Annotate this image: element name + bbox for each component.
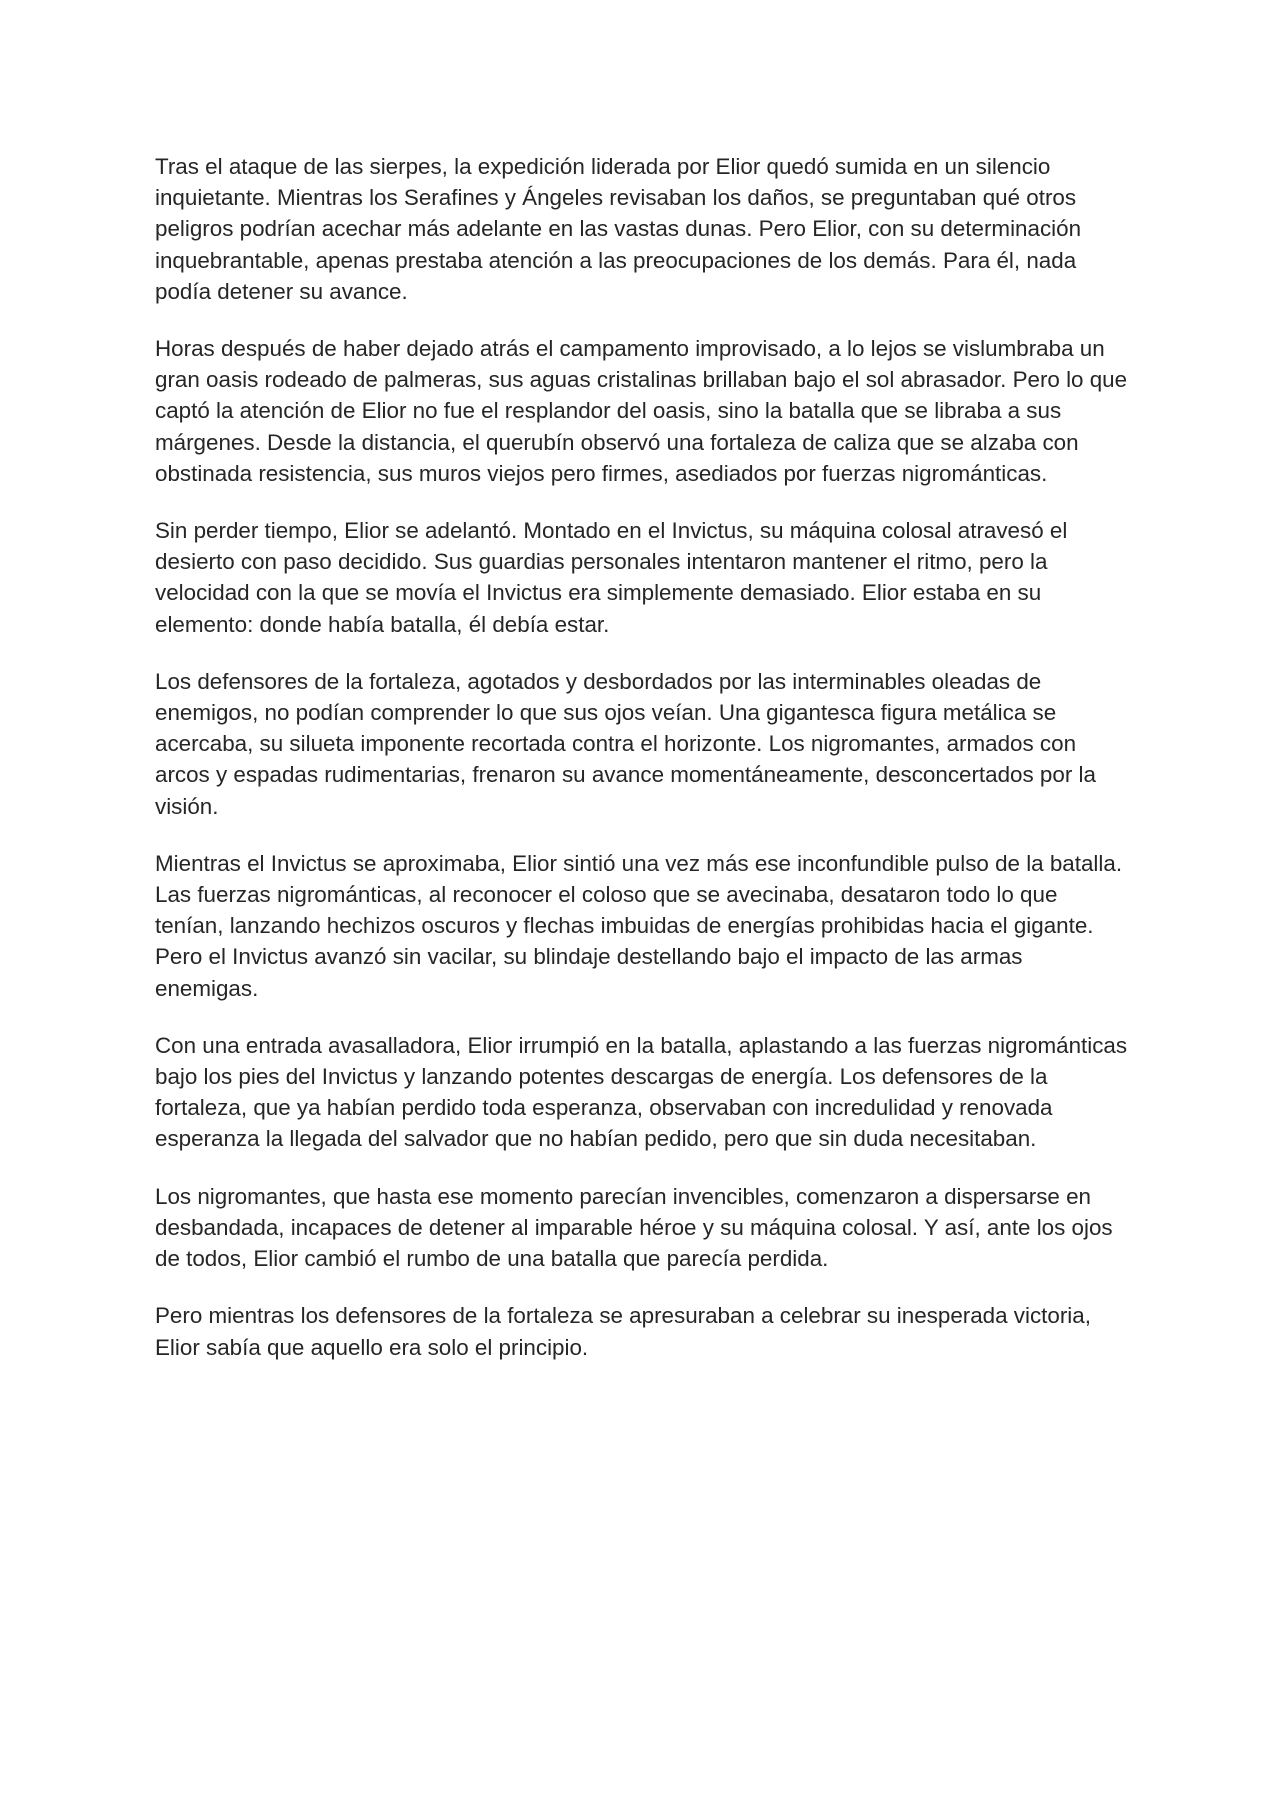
paragraph-8: Pero mientras los defensores de la fortaleza se apresuraban a celebrar su inesperada victoria, Elior sabía que aquello era solo el principio. [155,1303,1091,1360]
paragraph-7: Los nigromantes, que hasta ese momento parecían invencibles, comenzaron a dispersarse en desbandada, incapaces de detener al imparable héroe y su máquina colosal. Y así, ante los ojos de todos, Elior cambió el rumbo de una batalla que parecía perdida. [155,1183,1113,1272]
paragraph-6: Con una entrada avasalladora, Elior irrumpió en la batalla, aplastando a las fuerzas nigrománticas bajo los pies del Invictus y lanzando potentes descargas de energía. Los defensores de la fortaleza, que ya habían perdido toda esperanza, observaban con incredulidad y renovada esperanza la llegada del salvador que no habían pedido, pero que sin duda necesitaban. [155,1032,1128,1152]
document-body [155,151,1130,1389]
paragraph-1: Tras el ataque de las sierpes, la expedición liderada por Elior quedó sumida en un silencio inquietante. Mientras los Serafines y Ángeles revisaban los daños, se preguntaban qué otros peligros podrían acechar más adelante en las vastas dunas. Pero Elior, con su determinación inquebrantable, apenas prestaba atención a las preocupaciones de los demás. Para él, nada podía detener su avance. [155,154,1082,304]
paragraph-2: Horas después de haber dejado atrás el campamento improvisado, a lo lejos se vislumbraba un gran oasis rodeado de palmeras, sus aguas cristalinas brillaban bajo el sol abrasador. Pero lo que captó la atención de Elior no fue el resplandor del oasis, sino la batalla que se libraba a sus márgenes. Desde la distancia, el querubín observó una fortaleza de caliza que se alzaba con obstinada resistencia, sus muros viejos pero firmes, asediados por fuerzas nigrománticas. [155,336,1128,486]
paragraph-3: Sin perder tiempo, Elior se adelantó. Montado en el Invictus, su máquina colosal atravesó el desierto con paso decidido. Sus guardias personales intentaron mantener el ritmo, pero la velocidad con la que se movía el Invictus era simplemente demasiado. Elior estaba en su elemento: donde había batalla, él debía estar. [155,518,1068,637]
paragraph-4: Los defensores de la fortaleza, agotados y desbordados por las interminables oleadas de enemigos, no podían comprender lo que sus ojos veían. Una gigantesca figura metálica se acercaba, su silueta imponente recortada contra el horizonte. Los nigromantes, armados con arcos y espadas rudimentarias, frenaron su avance momentáneamente, desconcertados por la visión. [155,668,1096,819]
paragraph-5: Mientras el Invictus se aproximaba, Elior sintió una vez más ese inconfundible pulso de la batalla. Las fuerzas nigrománticas, al reconocer el coloso que se avecinaba, desataron todo lo que tenían, lanzando hechizos oscuros y flechas imbuidas de energías prohibidas hacia el gigante. Pero el Invictus avanzó sin vacilar, su blindaje destellando bajo el impacto de las armas enemigas. [155,850,1123,1001]
